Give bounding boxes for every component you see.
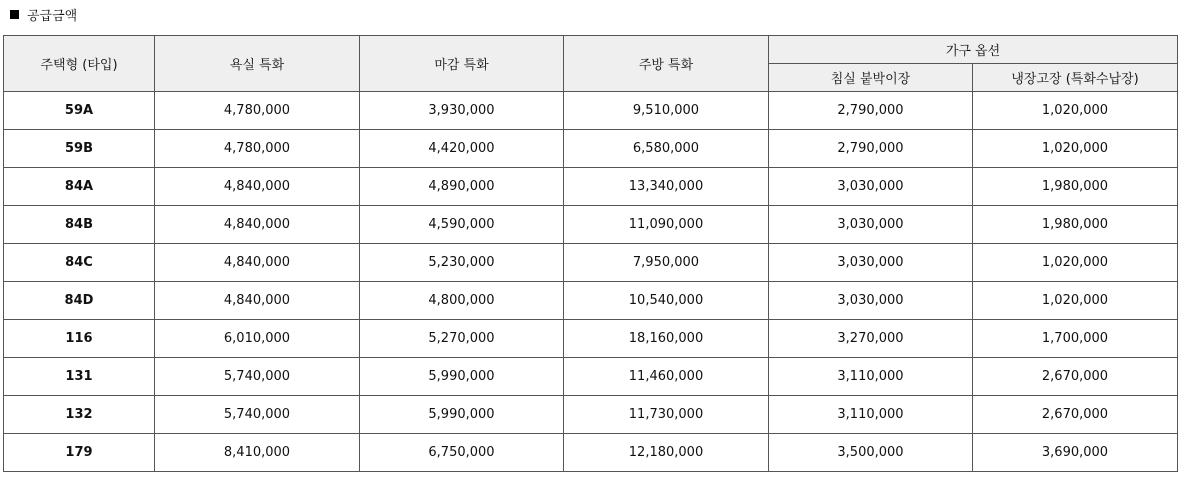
table-row — [4, 130, 1178, 168]
cell-kitchen: 12,180,000 — [564, 434, 769, 472]
cell-finish: 3,930,000 — [360, 92, 564, 130]
section-title-text: 공급금액 — [27, 8, 78, 24]
cell-bath: 4,840,000 — [155, 244, 360, 282]
cell-bedroom: 3,030,000 — [769, 206, 973, 244]
cell-type: 59B — [4, 130, 155, 168]
header-fridge: 냉장고장 (특화수납장) — [973, 64, 1178, 92]
cell-kitchen: 18,160,000 — [564, 320, 769, 358]
cell-type: 132 — [4, 396, 155, 434]
table-row — [4, 206, 1178, 244]
cell-type: 179 — [4, 434, 155, 472]
square-bullet-icon — [10, 10, 19, 19]
header-furniture-group: 가구 옵션 — [769, 36, 1178, 64]
supply-price-table — [3, 35, 1178, 472]
cell-fridge: 3,690,000 — [973, 434, 1178, 472]
table-row — [4, 434, 1178, 472]
cell-finish: 4,590,000 — [360, 206, 564, 244]
cell-type: 84D — [4, 282, 155, 320]
cell-fridge: 2,670,000 — [973, 358, 1178, 396]
cell-bedroom: 2,790,000 — [769, 92, 973, 130]
header-bedroom: 침실 붙박이장 — [769, 64, 973, 92]
cell-type: 59A — [4, 92, 155, 130]
cell-bath: 5,740,000 — [155, 396, 360, 434]
cell-fridge: 1,700,000 — [973, 320, 1178, 358]
cell-finish: 5,270,000 — [360, 320, 564, 358]
cell-bedroom: 3,500,000 — [769, 434, 973, 472]
cell-bedroom: 3,110,000 — [769, 396, 973, 434]
table-row — [4, 92, 1178, 130]
table-row — [4, 244, 1178, 282]
cell-type: 84C — [4, 244, 155, 282]
cell-finish: 5,990,000 — [360, 358, 564, 396]
header-finish: 마감 특화 — [360, 36, 564, 92]
cell-fridge: 1,020,000 — [973, 130, 1178, 168]
table-row — [4, 396, 1178, 434]
section-title — [10, 5, 77, 23]
cell-bath: 8,410,000 — [155, 434, 360, 472]
header-kitchen: 주방 특화 — [564, 36, 769, 92]
table-row — [4, 168, 1178, 206]
cell-fridge: 1,020,000 — [973, 244, 1178, 282]
cell-bath: 6,010,000 — [155, 320, 360, 358]
cell-kitchen: 11,090,000 — [564, 206, 769, 244]
cell-fridge: 1,020,000 — [973, 92, 1178, 130]
cell-kitchen: 10,540,000 — [564, 282, 769, 320]
header-bath: 욕실 특화 — [155, 36, 360, 92]
cell-fridge: 1,980,000 — [973, 206, 1178, 244]
cell-bedroom: 3,270,000 — [769, 320, 973, 358]
cell-kitchen: 9,510,000 — [564, 92, 769, 130]
cell-type: 84B — [4, 206, 155, 244]
cell-finish: 4,420,000 — [360, 130, 564, 168]
table-row — [4, 358, 1178, 396]
table-row — [4, 282, 1178, 320]
cell-bath: 4,840,000 — [155, 282, 360, 320]
cell-kitchen: 11,460,000 — [564, 358, 769, 396]
cell-bedroom: 3,030,000 — [769, 244, 973, 282]
cell-bedroom: 3,110,000 — [769, 358, 973, 396]
cell-bedroom: 2,790,000 — [769, 130, 973, 168]
cell-bath: 4,780,000 — [155, 130, 360, 168]
cell-kitchen: 7,950,000 — [564, 244, 769, 282]
cell-type: 131 — [4, 358, 155, 396]
cell-finish: 4,800,000 — [360, 282, 564, 320]
cell-kitchen: 6,580,000 — [564, 130, 769, 168]
cell-bath: 4,780,000 — [155, 92, 360, 130]
cell-fridge: 1,980,000 — [973, 168, 1178, 206]
cell-finish: 5,230,000 — [360, 244, 564, 282]
cell-fridge: 1,020,000 — [973, 282, 1178, 320]
table-row — [4, 320, 1178, 358]
cell-kitchen: 11,730,000 — [564, 396, 769, 434]
cell-bath: 5,740,000 — [155, 358, 360, 396]
cell-fridge: 2,670,000 — [973, 396, 1178, 434]
cell-finish: 6,750,000 — [360, 434, 564, 472]
header-type: 주택형 (타입) — [4, 36, 155, 92]
cell-type: 84A — [4, 168, 155, 206]
table-body — [4, 92, 1178, 472]
cell-bedroom: 3,030,000 — [769, 168, 973, 206]
cell-finish: 5,990,000 — [360, 396, 564, 434]
cell-finish: 4,890,000 — [360, 168, 564, 206]
cell-type: 116 — [4, 320, 155, 358]
cell-bath: 4,840,000 — [155, 206, 360, 244]
cell-kitchen: 13,340,000 — [564, 168, 769, 206]
cell-bedroom: 3,030,000 — [769, 282, 973, 320]
cell-bath: 4,840,000 — [155, 168, 360, 206]
